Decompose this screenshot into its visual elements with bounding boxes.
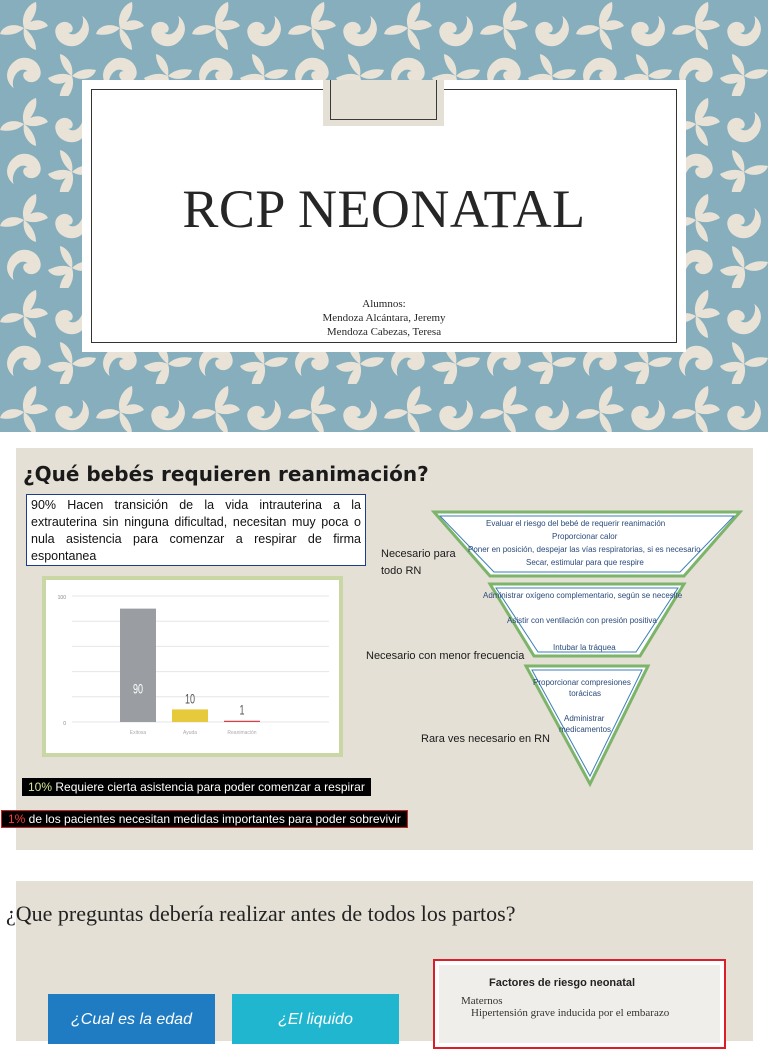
risk-factors-box xyxy=(433,959,726,1049)
triangle-bottom-line: torácicas xyxy=(569,689,602,698)
x-category-label: Reanimación xyxy=(227,730,257,736)
ten-percent-value: 10% xyxy=(28,780,53,794)
decorative-tab xyxy=(323,80,444,126)
one-percent-value: 1% xyxy=(8,812,26,826)
triangle-middle-line: Intubar la tráquea xyxy=(553,643,616,652)
triangle-bottom-line: medicamentos xyxy=(559,725,612,734)
label-rarely: Rara ves necesario en RN xyxy=(421,733,551,745)
risk-category: Maternos xyxy=(461,995,503,1007)
triangle-middle-line: Asistir con ventilación con presión positiva xyxy=(507,616,657,625)
label-less-frequent: Necesario con menor frecuencia xyxy=(366,650,525,662)
decorative-tab-outline xyxy=(330,80,437,120)
risk-factors-title: Factores de riesgo neonatal xyxy=(489,977,636,989)
x-category-label: Ayuda xyxy=(182,730,198,736)
intro-text-box: 90% Hacen transición de la vida intrauterina a la extrauterina sin ninguna dificultad, necesitan muy poca o nula asistencia para comenzar a respirar de firma espontanea xyxy=(26,494,366,566)
title-slide xyxy=(0,0,768,432)
questions-slide xyxy=(6,881,753,1041)
slide-title: ¿Que preguntas debería realizar antes de todos los partos? xyxy=(6,901,516,926)
question-card-age: ¿Cual es la edad xyxy=(48,994,215,1044)
bar-data-label: 90 xyxy=(133,680,144,697)
label-necessary-all-1: Necesario para xyxy=(381,548,456,560)
bar-data-label: 10 xyxy=(185,690,196,707)
triangle-top-line: Poner en posición, despejar las vías respiratorias, si es necesario xyxy=(468,545,701,554)
triangle-top-line: Evaluar el riesgo del bebé de requerir reanimación xyxy=(486,519,666,528)
student-name: Mendoza Cabezas, Teresa xyxy=(326,326,442,338)
y-tick-label: 0 xyxy=(63,721,66,727)
y-tick-label: 100 xyxy=(57,595,66,601)
ten-percent-banner xyxy=(22,778,371,796)
label-necessary-all-2: todo RN xyxy=(381,565,422,577)
triangle-top-line: Secar, estimular para que respire xyxy=(526,558,644,567)
chart-panel xyxy=(46,580,339,753)
title-card xyxy=(82,80,686,352)
triangle-bottom-line: Administrar xyxy=(564,714,605,723)
chart-bar xyxy=(224,721,260,722)
student-name: Mendoza Alcántara, Jeremy xyxy=(322,312,446,324)
triangle-middle-line: Administrar oxígeno complementario, según se necesite xyxy=(483,591,683,600)
question-card-fluid: ¿El liquido xyxy=(232,994,399,1044)
chart-bar xyxy=(172,709,208,722)
one-percent-text: de los pacientes necesitan medidas importantes para poder sobrevivir xyxy=(25,812,401,826)
resuscitation-slide xyxy=(8,448,753,850)
chart-frame xyxy=(42,576,343,757)
triangle-bottom-line: Proporcionar compresiones xyxy=(533,678,631,687)
presentation-title: RCP NEONATAL xyxy=(182,179,586,239)
one-percent-banner xyxy=(1,810,408,828)
chart-bar xyxy=(120,609,156,722)
bar-data-label: 1 xyxy=(239,701,245,718)
triangle-top-line: Proporcionar calor xyxy=(552,532,618,541)
risk-item: Hipertensión grave inducida por el embarazo xyxy=(471,1007,670,1019)
risk-factors-panel xyxy=(439,965,720,1043)
x-category-label: Exitosa xyxy=(129,730,147,736)
students-block xyxy=(82,297,686,339)
students-label: Alumnos: xyxy=(362,298,406,310)
bar-chart xyxy=(46,580,339,753)
slide-title: ¿Qué bebés requieren reanimación? xyxy=(23,462,429,486)
ten-percent-text: Requiere cierta asistencia para poder comenzar a respirar xyxy=(52,780,365,794)
